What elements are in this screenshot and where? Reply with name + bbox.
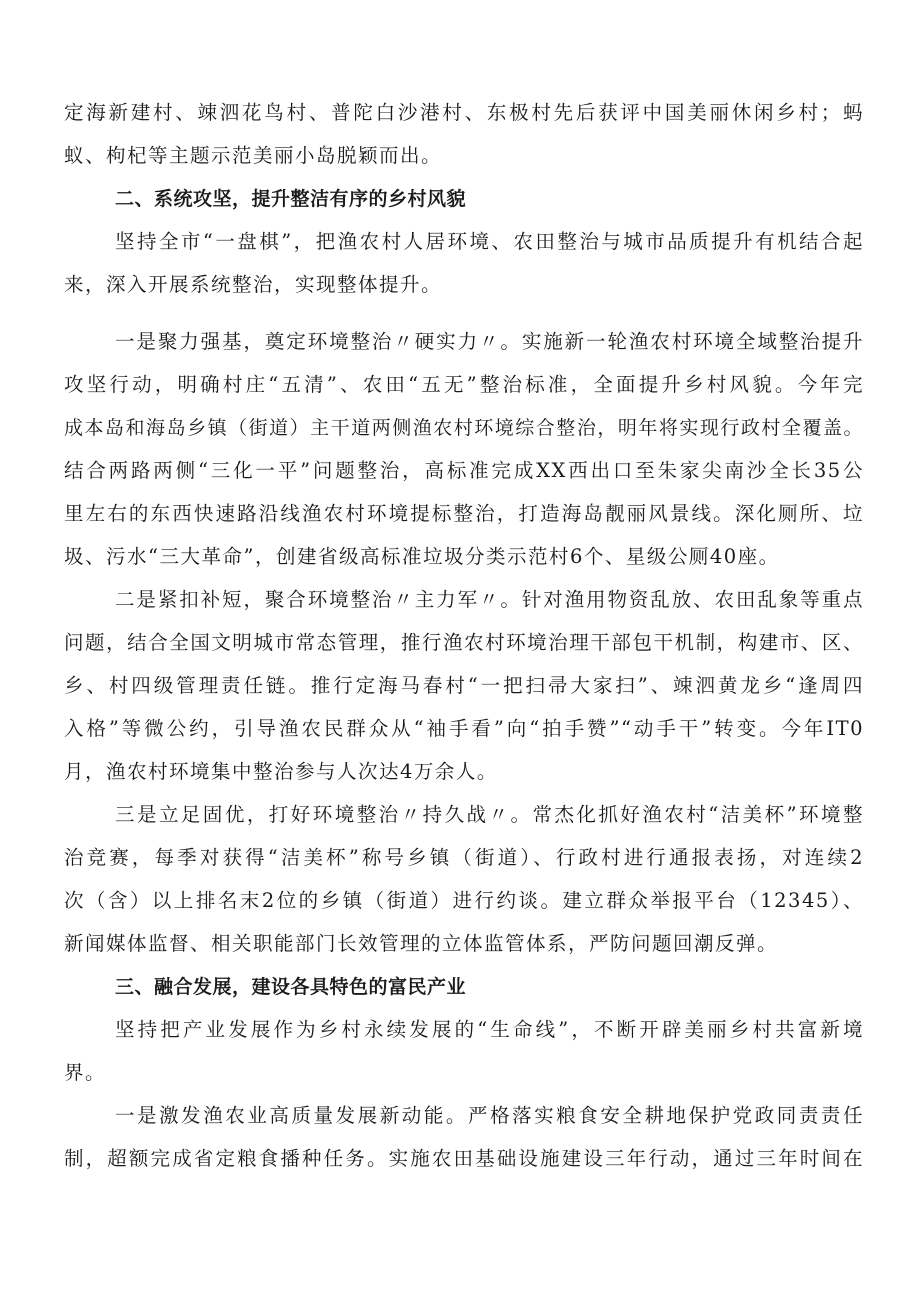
body-text-line: 二是紧扣补短，聚合环境整治〃主力军〃。针对渔用物资乱放、农田乱象等重点	[115, 588, 864, 611]
body-text-line: 坚持把产业发展作为乡村永续发展的“生命线”，不断开辟美丽乡村共富新境	[115, 1018, 864, 1041]
body-text-line: 一是激发渔农业高质量发展新动能。严格落实粮食安全耕地保护党政同责责任	[115, 1104, 864, 1127]
body-text-line: 入格”等微公约，引导渔农民群众从“袖手看”向“拍手赞”“动手干”转变。今年IT0	[64, 717, 864, 740]
body-text-line: 制，超额完成省定粮食播种任务。实施农田基础设施建设三年行动，通过三年时间在	[64, 1147, 864, 1170]
body-text-line: 月，渔农村环境集中整治参与人次达4万余人。	[64, 760, 498, 783]
body-text-line: 结合两路两侧“三化一平”问题整治，高标准完成XX西出口至朱家尖南沙全长35公	[64, 459, 864, 482]
body-text-line: 界。	[64, 1061, 107, 1084]
body-text-line: 治竞赛，每季对获得“洁美杯”称号乡镇（街道）、行政村进行通报表扬，对连续2	[64, 846, 864, 869]
body-text-line: 新闻媒体监督、相关职能部门长效管理的立体监管体系，严防问题回潮反弹。	[64, 932, 779, 955]
body-text-line: 成本岛和海岛乡镇（街道）主干道两侧渔农村环境综合整治，明年将实现行政村全覆盖。	[64, 417, 864, 439]
body-text-line: 次（含）以上排名末2位的乡镇（街道）进行约谈。建立群众举报平台（12345）、	[64, 889, 864, 912]
body-text-line: 乡、村四级管理责任链。推行定海马春村“一把扫帚大家扫”、竦泗黄龙乡“逢周四	[64, 674, 864, 697]
section-heading-3: 三、融合发展，建设各具特色的富民产业	[115, 976, 467, 998]
body-text-line: 攻坚行动，明确村庄“五清”、农田“五无”整治标准，全面提升乡村风貌。今年完	[64, 373, 864, 396]
body-text-line: 来，深入开展系统整治，实现整体提升。	[64, 273, 443, 296]
body-text-line: 问题，结合全国文明城市常态管理，推行渔农村环境治理干部包干机制，构建市、区、	[64, 631, 864, 654]
body-text-line: 里左右的东西快速路沿线渔农村环境提标整治，打造海岛靓丽风景线。深化厕所、垃	[64, 502, 864, 525]
body-text-line: 定海新建村、竦泗花鸟村、普陀白沙港村、东极村先后获评中国美丽休闲乡村；蚂	[64, 101, 864, 124]
body-text-line: 坚持全市“一盘棋”，把渔农村人居环境、农田整治与城市品质提升有机结合起	[115, 230, 864, 253]
body-text-line: 一是聚力强基，奠定环境整治〃硬实力〃。实施新一轮渔农村环境全域整治提升	[115, 330, 864, 353]
body-text-line: 圾、污水“三大革命”，创建省级高标准垃圾分类示范村6个、星级公厕40座。	[64, 545, 780, 568]
body-text-line: 三是立足固优，打好环境整治〃持久战〃。常杰化抓好渔农村“洁美杯”环境整	[115, 803, 864, 826]
section-heading-2: 二、系统攻坚，提升整洁有序的乡村风貌	[115, 188, 467, 210]
body-text-line: 蚁、枸杞等主题示范美丽小岛脱颖而出。	[64, 144, 443, 167]
